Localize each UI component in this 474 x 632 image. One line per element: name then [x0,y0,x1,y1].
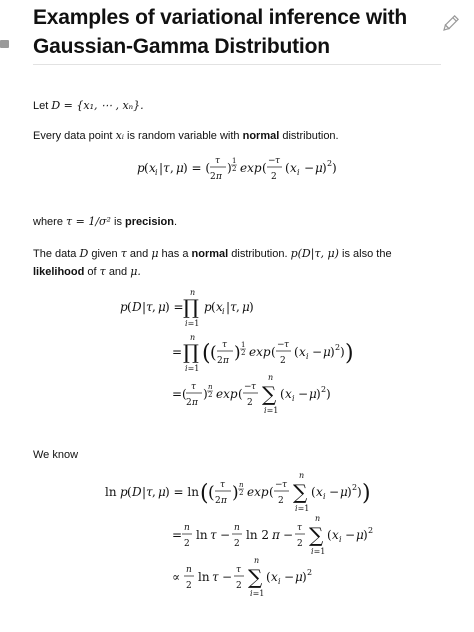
math-tau: τ [99,265,106,278]
svg-text:exp: exp [240,161,262,175]
svg-text:2: 2 [247,398,253,408]
text: is [114,216,122,228]
svg-text:i=1: i=1 [185,319,200,328]
math-likelihood: p(D|τ, μ) [290,247,339,260]
svg-text:p: p [120,485,128,499]
svg-text:(: ( [208,483,215,503]
svg-text:exp: exp [216,387,238,401]
svg-text:i: i [278,577,281,586]
svg-text:τ: τ [146,485,153,499]
svg-text:x: x [316,485,323,499]
svg-text:i: i [297,168,300,177]
svg-text:τ: τ [251,382,256,392]
svg-text:i=1: i=1 [311,547,326,556]
svg-text:(: ( [144,161,149,175]
svg-text:τ: τ [222,340,227,350]
svg-text:=: = [172,528,183,542]
svg-text:i: i [292,394,295,403]
svg-text:−: − [268,156,276,166]
svg-text:2: 2 [307,568,313,577]
svg-text:ln 2: ln 2 [246,528,270,542]
svg-text:exp: exp [249,345,271,359]
svg-text:x: x [290,161,297,175]
svg-text:(: ( [211,300,216,314]
svg-text:2: 2 [278,496,284,506]
svg-text:n: n [268,373,274,382]
svg-text:∑: ∑ [293,480,308,504]
svg-text:): ) [316,387,321,401]
svg-text:): ) [302,570,307,584]
svg-text:π: π [221,496,227,506]
svg-text:x: x [216,300,223,314]
svg-text:2: 2 [327,159,333,168]
svg-text:(: ( [311,485,316,499]
svg-text:i: i [323,492,326,501]
svg-text:μ: μ [309,387,317,401]
svg-text:,: , [152,485,156,499]
svg-text:i=1: i=1 [185,364,200,373]
svg-text:−: − [298,387,309,401]
svg-text:D: D [132,485,142,499]
svg-text:x: x [271,570,278,584]
title-divider [33,64,441,65]
svg-text:τ: τ [297,523,302,533]
svg-text:(: ( [238,387,243,401]
text: is random variable with [127,130,240,142]
svg-text:n: n [234,523,240,533]
dataset-definition: D = {x₁, ⋯ , xₙ}. [51,99,144,112]
svg-text:=(: =( [172,387,187,401]
svg-text:1: 1 [241,341,246,349]
svg-text:2: 2 [217,356,223,366]
svg-text:2: 2 [215,496,221,506]
svg-text:n: n [239,481,244,489]
svg-text:i=1: i=1 [264,406,279,415]
svg-text:(: ( [285,161,290,175]
svg-text:μ: μ [323,345,331,359]
svg-text:): ) [332,161,337,175]
svg-text:x: x [149,161,156,175]
text: . [173,216,177,228]
svg-text:): ) [227,161,232,175]
text: has a [161,248,189,260]
svg-text:(: ( [202,341,211,366]
svg-text:): ) [203,387,208,401]
pencil-icon[interactable] [440,14,460,34]
svg-text:(: ( [210,343,217,363]
svg-text:1: 1 [232,157,237,165]
svg-text:∝: ∝ [172,570,181,584]
svg-text:n: n [186,565,192,575]
math-xi: xᵢ [115,129,124,142]
math-tau-def: τ = 1/σ² [66,215,111,228]
svg-text:): ) [326,387,331,401]
svg-text:τ: τ [215,156,220,166]
svg-text:−: − [284,570,295,584]
paragraph-let [33,97,144,115]
math-D: D [79,247,89,260]
svg-text:n: n [254,556,260,565]
svg-text:x: x [285,387,292,401]
svg-text:D: D [132,300,142,314]
svg-text:p: p [204,300,212,314]
svg-text:x: x [332,528,339,542]
svg-text:n: n [190,288,196,297]
bold-likelihood: likelihood [33,266,85,278]
svg-text:τ: τ [163,161,170,175]
sidebar-tab-icon[interactable] [0,40,9,48]
svg-text:μ: μ [158,485,166,499]
svg-text:τ: τ [210,528,217,542]
svg-text:μ: μ [176,161,184,175]
svg-text:): ) [249,300,254,314]
svg-text:i: i [306,352,309,361]
svg-text:∏: ∏ [183,340,199,364]
text: distribution. [282,130,339,142]
svg-text:,: , [152,300,156,314]
svg-text:τ: τ [236,565,241,575]
svg-text:,: , [236,300,240,314]
svg-text:2: 2 [297,539,303,549]
svg-text:): ) [330,345,335,359]
svg-text:): ) [347,485,352,499]
svg-text:π: π [223,356,229,366]
svg-text:|: | [142,300,147,314]
text: distribution. [231,248,288,260]
text: and [108,266,128,278]
svg-text:(: ( [269,485,274,499]
let-text: Let [33,100,49,112]
svg-text:2: 2 [352,483,358,492]
paragraph-likelihood [33,245,441,281]
svg-text:2: 2 [280,356,286,366]
svg-text:τ: τ [146,300,153,314]
svg-text:|: | [159,161,164,175]
svg-text:) =: ) = [165,300,184,314]
svg-text:n: n [315,514,321,523]
svg-text:−: − [222,570,233,584]
svg-text:(: ( [200,481,209,506]
svg-text:μ: μ [340,485,348,499]
text: and [129,248,149,260]
svg-text:(: ( [280,387,285,401]
svg-text:n: n [184,523,190,533]
svg-text:2: 2 [321,385,327,394]
svg-text:τ: τ [284,340,289,350]
svg-text:2: 2 [239,489,244,497]
text: of [87,266,97,278]
svg-text:): ) [345,341,354,366]
svg-text:τ: τ [220,480,225,490]
paragraph-we-know: We know [33,449,79,461]
svg-text:π: π [272,528,280,542]
svg-text:x: x [299,345,306,359]
text: Every data point [33,130,113,142]
svg-text:): ) [322,161,327,175]
svg-text:(: ( [266,570,271,584]
svg-text:μ: μ [356,528,364,542]
svg-text:|: | [142,485,147,499]
svg-text:i=1: i=1 [250,589,265,598]
svg-text:τ: τ [282,480,287,490]
svg-text:): ) [363,528,368,542]
svg-text:): ) [357,485,362,499]
svg-text:τ: τ [230,300,237,314]
svg-text:2: 2 [368,526,374,535]
svg-text:exp: exp [247,485,269,499]
svg-text:ln: ln [105,485,117,499]
svg-text:−: − [283,528,294,542]
svg-text:−: − [304,161,315,175]
svg-text:2: 2 [186,581,192,591]
svg-text:(: ( [127,485,132,499]
svg-text:∑: ∑ [309,523,324,547]
page-title: Examples of variational inference with Gaussian-Gamma Distribution [33,6,408,58]
text: The data [33,248,77,260]
svg-text:i=1: i=1 [295,504,310,513]
svg-text:(: ( [271,345,276,359]
svg-text:2: 2 [208,391,213,399]
svg-text:(: ( [294,345,299,359]
svg-text:μ: μ [315,161,323,175]
svg-text:ln: ln [198,570,210,584]
svg-text:∑: ∑ [248,565,263,589]
svg-text:τ: τ [275,156,280,166]
svg-text:,: , [170,161,174,175]
svg-text:2: 2 [236,581,242,591]
svg-text:ln: ln [196,528,208,542]
math-mu: μ [151,247,159,260]
svg-text:2: 2 [234,539,240,549]
svg-text:−: − [312,345,323,359]
svg-text:τ: τ [212,570,219,584]
text: is also the [342,248,392,260]
svg-text:n: n [208,383,213,391]
svg-text:μ: μ [158,300,166,314]
svg-text:2: 2 [241,349,246,357]
svg-text:n: n [190,333,196,342]
svg-text:i: i [339,535,342,544]
bold-normal: normal [242,130,280,142]
svg-text:): ) [232,483,239,503]
svg-text:τ: τ [191,382,196,392]
svg-text:π: π [192,398,198,408]
svg-text:2: 2 [271,172,277,182]
svg-text:∏: ∏ [183,295,199,319]
svg-text:−: − [329,485,340,499]
bold-precision: precision [125,216,174,228]
svg-text:): ) [340,345,345,359]
svg-text:μ: μ [295,570,303,584]
math-tau: τ [120,247,127,260]
svg-text:i: i [222,307,225,316]
svg-text:i: i [155,168,158,177]
svg-text:|: | [226,300,231,314]
svg-text:p: p [120,300,128,314]
bold-normal: normal [191,248,229,260]
svg-text:∑: ∑ [262,382,277,406]
svg-text:2: 2 [186,398,192,408]
paragraph-precision [33,213,177,231]
svg-text:n: n [299,471,305,480]
svg-text:π: π [216,172,222,182]
svg-text:μ: μ [242,300,250,314]
svg-text:) = (: ) = ( [183,161,211,175]
svg-text:−: − [220,528,231,542]
svg-text:=: = [172,345,183,359]
svg-text:2: 2 [335,343,341,352]
svg-text:−: − [244,382,252,392]
svg-text:): ) [234,343,241,363]
svg-text:2: 2 [210,172,216,182]
svg-text:(: ( [127,300,132,314]
text: where [33,216,63,228]
paragraph-data-point [33,127,339,145]
svg-text:): ) [362,481,371,506]
svg-text:p: p [137,161,145,175]
math-mu: μ. [130,265,141,278]
svg-text:(: ( [262,161,267,175]
text: given [91,248,118,260]
svg-text:2: 2 [184,539,190,549]
svg-text:−: − [277,340,285,350]
svg-text:−: − [345,528,356,542]
svg-text:(: ( [327,528,332,542]
svg-text:2: 2 [232,165,237,173]
svg-text:) = ln: ) = ln [165,485,199,499]
svg-text:−: − [275,480,283,490]
